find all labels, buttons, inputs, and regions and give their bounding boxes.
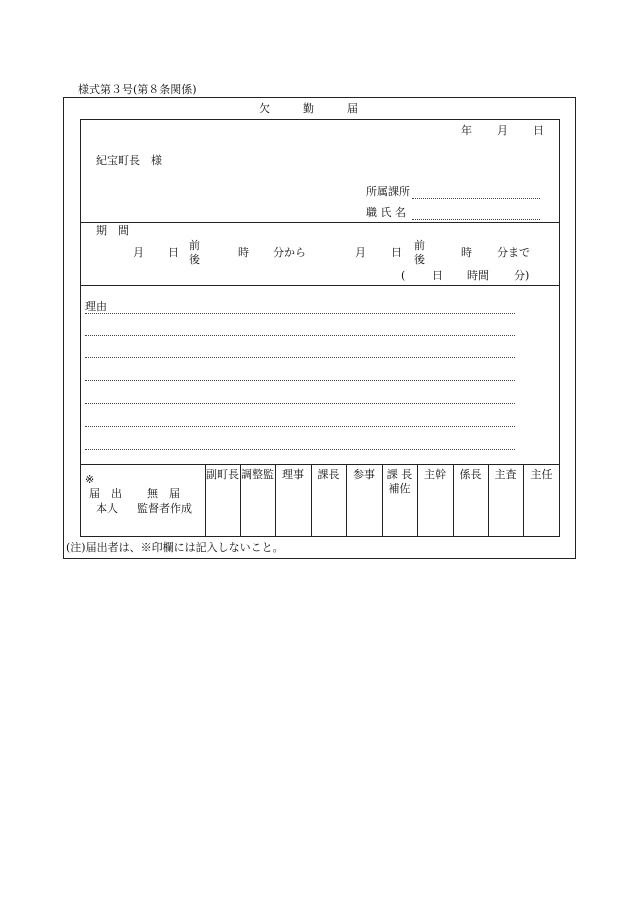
start-pm-label: 後 [189, 253, 200, 266]
date-year-label: 年 [461, 124, 472, 137]
total-hours-label: 時間 [467, 269, 489, 282]
start-hour-label: 時 [238, 246, 249, 259]
end-month-label: 月 [355, 246, 366, 259]
total-minutes-label: 分) [514, 269, 530, 282]
approval-header-assistant-chief: 課 長 [386, 468, 413, 481]
approval-header-unit-chief: 係長 [459, 468, 482, 481]
approval-header-assistant-chief-line2: 補佐 [388, 482, 411, 495]
total-day-label: 日 [432, 269, 443, 282]
start-am-label: 前 [189, 239, 200, 252]
reason-line[interactable] [85, 357, 515, 358]
reason-label: 理由 [85, 300, 107, 313]
date-day-label: 日 [533, 124, 544, 137]
period-label: 期 間 [96, 224, 129, 237]
approval-header-director: 理事 [282, 468, 304, 481]
approval-header-lead: 主任 [530, 468, 553, 481]
submit-type-unfiled[interactable]: 無 届 [147, 487, 180, 500]
reason-line[interactable] [85, 380, 515, 381]
start-month-label: 月 [133, 246, 144, 259]
reason-line[interactable] [85, 335, 515, 336]
form-title: 欠 勤 届 [259, 102, 358, 115]
name-field[interactable] [412, 219, 540, 220]
submit-by-self[interactable]: 本人 [96, 502, 118, 515]
end-minute-label: 分まで [497, 246, 530, 259]
divider-period-top [80, 222, 560, 223]
form-number-note: 様式第３号(第８条関係) [78, 83, 197, 96]
divider-reason-top [80, 285, 560, 286]
end-day-label: 日 [391, 246, 402, 259]
end-hour-label: 時 [461, 246, 472, 259]
approval-header-counselor: 参事 [353, 468, 375, 481]
footnote: (注)届出者は、※印欄には記入しないこと。 [66, 541, 284, 554]
affiliation-field[interactable] [412, 198, 540, 199]
end-am-label: 前 [414, 239, 425, 252]
start-day-label: 日 [168, 246, 179, 259]
name-label: 職 氏 名 [366, 206, 406, 219]
approval-header-inspector: 主査 [494, 468, 517, 481]
end-pm-label: 後 [414, 253, 425, 266]
reason-line[interactable] [85, 449, 515, 450]
approval-header-senior-officer: 主幹 [424, 468, 446, 481]
affiliation-label: 所属課所 [366, 185, 410, 198]
reason-line[interactable] [85, 313, 515, 314]
approval-header-deputy-mayor: 副町長 [206, 468, 239, 481]
total-open-paren: ( [401, 269, 406, 282]
reason-line[interactable] [85, 403, 515, 404]
reason-line[interactable] [85, 426, 515, 427]
approval-header-coordinator: 調整監 [241, 468, 274, 481]
start-minute-label: 分から [273, 246, 306, 259]
submit-by-supervisor[interactable]: 監督者作成 [137, 502, 192, 515]
approval-header-section-chief: 課長 [317, 468, 340, 481]
submit-type-filed[interactable]: 届 出 [89, 487, 122, 500]
date-month-label: 月 [497, 124, 508, 137]
addressee: 紀宝町長 様 [96, 154, 162, 167]
asterisk-mark: ※ [85, 473, 95, 486]
